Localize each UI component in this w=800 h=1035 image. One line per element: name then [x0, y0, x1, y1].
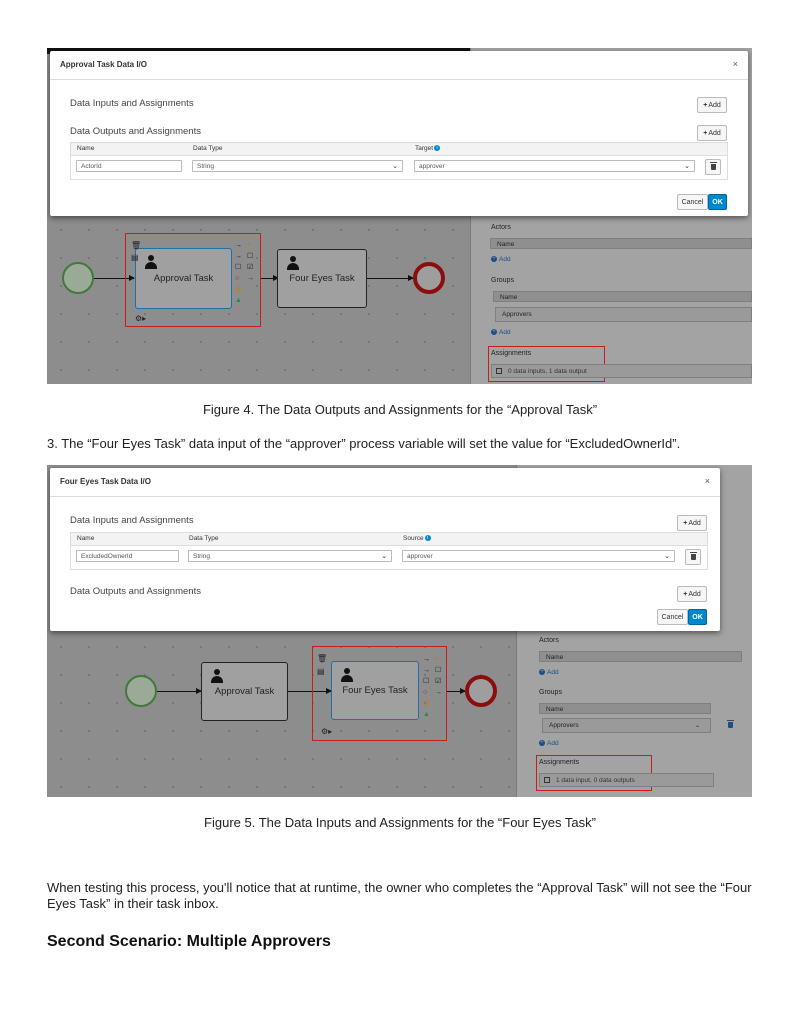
assignments-label: Assignments	[539, 759, 580, 766]
task-label: Four Eyes Task	[342, 685, 408, 696]
trash-icon[interactable]	[685, 549, 701, 565]
gears-icon[interactable]: ⚙▸	[321, 727, 333, 736]
assignments-field[interactable]: 1 data input, 0 data outputs	[539, 773, 714, 787]
data-type-select[interactable]: String ⌄	[192, 160, 403, 172]
actors-table-header: Name	[490, 238, 752, 249]
data-io-dialog	[50, 468, 720, 631]
user-icon	[340, 668, 354, 684]
user-icon	[144, 255, 158, 271]
step-3-text: 3. The “Four Eyes Task” data input of the “approver” process variable will set the value for “ExcludedOwnerId”.	[47, 436, 681, 451]
gears-icon[interactable]: ⚙▸	[135, 314, 147, 323]
dialog-title: Approval Task Data I/O	[60, 60, 147, 69]
data-type-select[interactable]: String ⌄	[188, 550, 392, 562]
pencil-icon	[496, 368, 502, 374]
add-actor-link[interactable]: + Add	[540, 669, 559, 676]
plus-icon: +	[492, 329, 496, 336]
task-label: Approval Task	[214, 686, 275, 697]
cancel-button[interactable]: Cancel	[677, 194, 708, 210]
close-icon[interactable]: ×	[732, 59, 738, 69]
four-eyes-task-node[interactable]	[331, 661, 419, 720]
plus-icon: +	[703, 129, 708, 137]
inputs-table	[70, 532, 708, 570]
outputs-table	[70, 142, 728, 180]
approval-task-node[interactable]	[201, 662, 288, 721]
task-label: Four Eyes Task	[289, 273, 355, 284]
end-event[interactable]	[413, 262, 445, 294]
close-icon[interactable]: ×	[704, 476, 710, 486]
user-icon	[210, 669, 224, 685]
start-event[interactable]	[125, 675, 157, 707]
info-icon: i	[434, 145, 440, 151]
assignments-label: Assignments	[491, 350, 532, 357]
outputs-section-title: Data Outputs and Assignments	[70, 126, 201, 137]
outputs-section-title: Data Outputs and Assignments	[70, 586, 201, 597]
actors-label: Actors	[491, 224, 511, 231]
source-select[interactable]: approver ⌄	[402, 550, 675, 562]
delete-icon[interactable]: 🗑	[317, 654, 328, 663]
ok-button[interactable]: OK	[688, 609, 707, 625]
dialog-title: Four Eyes Task Data I/O	[60, 477, 151, 486]
group-row[interactable]: Approvers	[495, 307, 752, 322]
add-input-button[interactable]: + Add	[677, 515, 707, 531]
trash-icon[interactable]	[705, 159, 721, 175]
plus-icon: +	[492, 256, 496, 263]
section-heading: Second Scenario: Multiple Approvers	[47, 933, 331, 950]
chevron-down-icon: ⌄	[694, 723, 700, 729]
figure-4-screenshot: Approval Task → + → ☐ ☐ ☑ ○ → ◎ ▲ 🗑 ▤ ⚙▸ Four Eyes Task Actors Name + Add Groups Name Approvers + Add Assignments 0 data inputs, 1 data output Approval Task Data I/O × Data Inputs and Assignments + Add Data Outputs and Assignments + Add Name Data Type Target i ActorId String ⌄ approver ⌄ Cancel OK	[47, 48, 752, 384]
target-select[interactable]: approver ⌄	[414, 160, 695, 172]
plus-icon: +	[703, 101, 708, 109]
actors-table-header: Name	[539, 651, 742, 662]
inputs-section-title: Data Inputs and Assignments	[70, 98, 194, 109]
delete-icon[interactable]: 🗑	[131, 241, 142, 250]
start-event[interactable]	[62, 262, 94, 294]
end-event[interactable]	[465, 675, 497, 707]
table-header	[71, 143, 727, 156]
add-actor-link[interactable]: + Add	[492, 256, 511, 263]
add-group-link[interactable]: + Add	[492, 329, 511, 336]
add-output-button[interactable]: + Add	[697, 125, 727, 141]
actors-label: Actors	[539, 637, 559, 644]
figure-5-screenshot: Approval Task Four Eyes Task → + → ☐ ☐ ☑ ○ → ◎ ▲ 🗑 ▤ ⚙▸ Actors Name + Add Groups Name Approvers ⌄ + Add Assignments 1 data input, 0 data outputs Four Eyes Task Data I/O × Data Inputs and Assignments + Add Name Data Type Source i ExcludedOwnerId String ⌄ approver ⌄ Data Outputs and Assignments + Add Cancel OK	[47, 465, 752, 797]
groups-table-header: Name	[539, 703, 711, 714]
table-header	[71, 533, 707, 546]
inputs-section-title: Data Inputs and Assignments	[70, 515, 194, 526]
column-header: Data Type	[189, 535, 219, 542]
user-icon	[286, 256, 300, 272]
sequence-flow	[261, 278, 278, 279]
group-row[interactable]: Approvers ⌄	[542, 718, 711, 733]
column-header: Target i	[415, 145, 440, 152]
column-header: Data Type	[193, 145, 223, 152]
info-icon: i	[425, 535, 431, 541]
plus-icon: +	[540, 669, 544, 676]
add-input-button[interactable]: + Add	[697, 97, 727, 113]
data-io-dialog	[50, 51, 748, 216]
column-header: Source i	[403, 535, 431, 542]
sequence-flow	[447, 691, 465, 692]
ok-button[interactable]: OK	[708, 194, 727, 210]
body-paragraph: When testing this process, you'll notice that at runtime, the owner who completes the “Approval Task” will not see the “Four Eyes Task” in their task inbox.	[47, 880, 752, 911]
column-header: Name	[77, 535, 95, 542]
chevron-down-icon: ⌄	[392, 163, 398, 170]
properties-icon[interactable]: ▤	[317, 667, 325, 676]
add-group-link[interactable]: + Add	[540, 740, 559, 747]
dialog-header	[50, 51, 748, 80]
dialog-header	[50, 468, 720, 497]
plus-icon: +	[540, 740, 544, 747]
add-output-button[interactable]: + Add	[677, 586, 707, 602]
chevron-down-icon: ⌄	[381, 553, 387, 560]
groups-label: Groups	[491, 277, 514, 284]
sequence-flow	[367, 278, 413, 279]
figure-5-caption: Figure 5. The Data Inputs and Assignments for the “Four Eyes Task”	[204, 815, 596, 830]
pencil-icon	[544, 777, 550, 783]
plus-icon: +	[683, 590, 688, 598]
name-input[interactable]: ActorId	[76, 160, 182, 172]
four-eyes-task-node[interactable]	[277, 249, 367, 308]
chevron-down-icon: ⌄	[684, 163, 690, 170]
sequence-flow	[157, 691, 201, 692]
properties-icon[interactable]: ▤	[131, 253, 139, 262]
plus-icon: +	[683, 519, 688, 527]
groups-table-header: Name	[493, 291, 752, 302]
trash-icon[interactable]	[723, 718, 737, 732]
chevron-down-icon: ⌄	[664, 553, 670, 560]
name-input[interactable]: ExcludedOwnerId	[76, 550, 179, 562]
column-header: Name	[77, 145, 95, 152]
approval-task-node[interactable]	[135, 248, 232, 309]
task-label: Approval Task	[153, 273, 214, 284]
assignments-field[interactable]: 0 data inputs, 1 data output	[491, 364, 752, 378]
cancel-button[interactable]: Cancel	[657, 609, 688, 625]
figure-4-caption: Figure 4. The Data Outputs and Assignments for the “Approval Task”	[202, 402, 598, 417]
groups-label: Groups	[539, 689, 562, 696]
